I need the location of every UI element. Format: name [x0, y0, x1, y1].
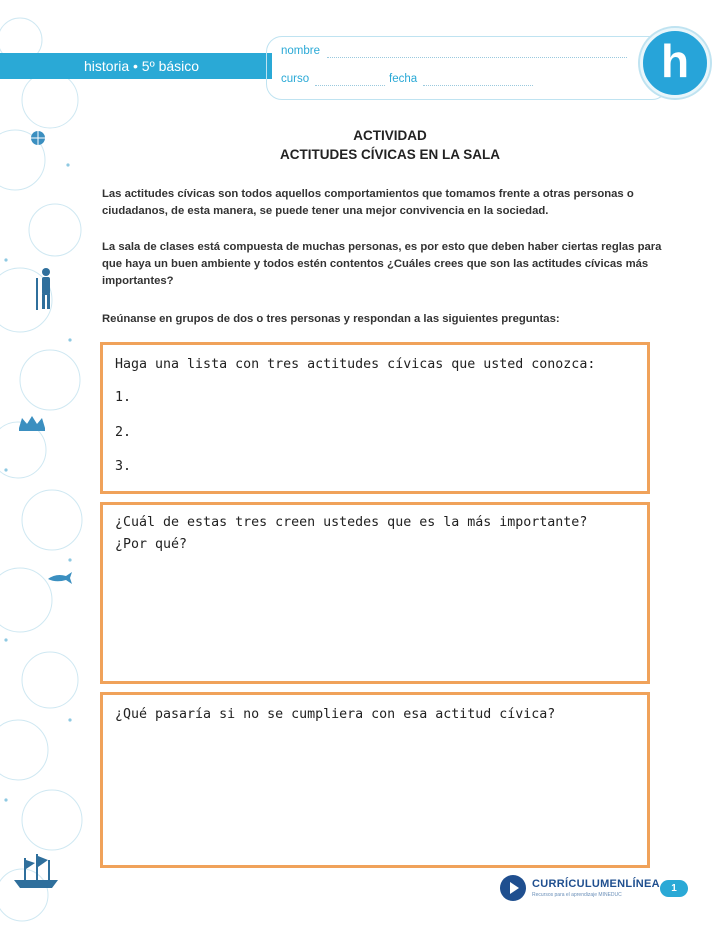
fish-icon: [48, 572, 72, 584]
list-item: 1.: [115, 390, 132, 405]
page-title: ACTITUDES CÍVICAS EN LA SALA: [279, 147, 500, 162]
fecha-field[interactable]: [423, 85, 533, 86]
subject-label: historia • 5º básico: [84, 58, 200, 74]
page-number: 1: [660, 880, 688, 897]
nombre-label: nombre: [281, 45, 320, 57]
question-2-box[interactable]: [100, 502, 650, 684]
student-info-box: [266, 36, 668, 100]
historia-logo: h: [640, 28, 710, 98]
context-paragraph: La sala de clases está compuesta de muchas personas, es por esto que deben haber ciertas reglas para que haya un buen ambiente y todos estén contentos ¿Cuáles crees que son las actitudes cívicas más importantes?: [102, 241, 662, 287]
activity-label: ACTIVIDAD: [353, 128, 427, 143]
question-2-followup: ¿Por qué?: [115, 537, 188, 552]
person-icon: [36, 268, 50, 310]
instructions-paragraph: Reúnanse en grupos de dos o tres personas y respondan a las siguientes preguntas:: [102, 313, 560, 325]
question-2-prompt: ¿Cuál de estas tres creen ustedes que es la más importante?: [115, 515, 588, 530]
curso-label: curso: [281, 73, 310, 85]
globe-icon: [31, 131, 45, 145]
play-icon: [500, 875, 526, 901]
fecha-label: fecha: [389, 73, 418, 85]
intro-paragraph: Las actitudes cívicas son todos aquellos comportamientos que tomamos frente a otras personas o ciudadanos, de esta manera, se puede tener una mejor convivencia en la sociedad.: [102, 188, 634, 217]
decorative-border: [0, 0, 90, 936]
question-1-box[interactable]: [100, 342, 650, 494]
brand-tagline: Recursos para el aprendizaje MINEDUC: [532, 892, 622, 898]
crown-icon: [19, 416, 45, 431]
question-3-prompt: ¿Qué pasaría si no se cumpliera con esa actitud cívica?: [115, 707, 556, 722]
list-item: 3.: [115, 459, 132, 474]
question-3-box[interactable]: [100, 692, 650, 868]
ship-icon: [14, 854, 58, 888]
subject-band: [0, 53, 272, 79]
brand-name: CURRÍCULUMENLÍNEA: [532, 878, 660, 890]
nombre-field[interactable]: [327, 57, 627, 58]
question-1-prompt: Haga una lista con tres actitudes cívicas que usted conozca:: [115, 357, 596, 372]
list-item: 2.: [115, 425, 132, 440]
curso-field[interactable]: [315, 85, 385, 86]
